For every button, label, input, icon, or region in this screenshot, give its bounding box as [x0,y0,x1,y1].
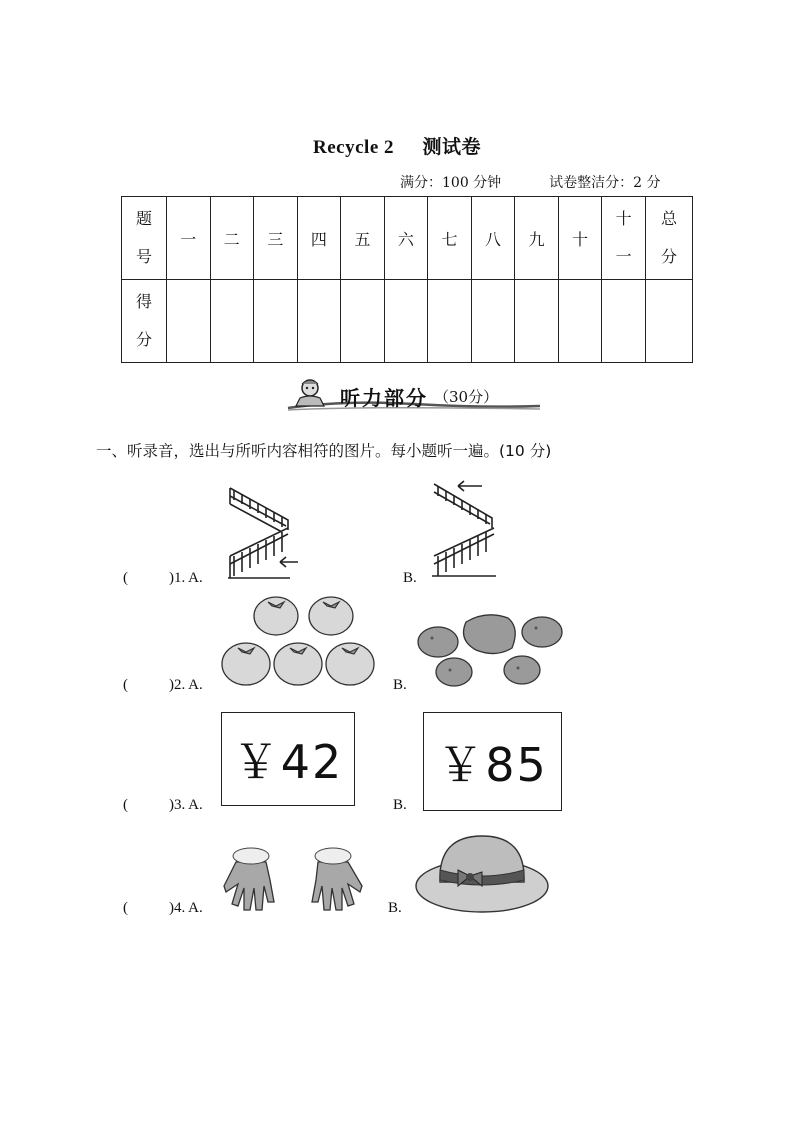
hat-image-b[interactable] [414,832,550,914]
score-table-header-row [122,197,693,280]
title-en: Recycle 2 [313,137,394,158]
neat-score: 试卷整洁分：2 分 [549,175,661,191]
label-de: 得 [135,292,152,311]
q1-open-paren: ( [123,570,128,586]
q4-option-a: 4. A. [174,900,203,916]
header-cell-9: 九 [515,197,559,280]
q3-option-a: 3. A. [174,797,203,813]
header-cell-6: 六 [384,197,428,280]
header-cell-11 [602,197,646,280]
col11-bottom: 一 [615,247,632,266]
score-cell[interactable] [646,280,693,363]
score-cell-label [122,280,167,363]
q4-option-b: B. [388,900,402,916]
score-cell[interactable] [167,280,211,363]
banner-score: （30分） [434,388,499,406]
price-tag-85-image-b[interactable]: ￥85 [423,712,562,811]
q2-close-paren: ) [169,677,174,693]
header-cell-10: 十 [558,197,602,280]
gloves-image-a[interactable] [222,840,372,916]
price-tag-42-image-a[interactable]: ￥42 [221,712,355,806]
score-cell[interactable] [471,280,515,363]
score-cell[interactable] [428,280,472,363]
total-top: 总 [660,209,677,228]
q1-option-b: B. [403,570,417,586]
header-cell-1: 一 [167,197,211,280]
score-cell[interactable] [384,280,428,363]
label-hao: 号 [135,247,152,266]
q3-open-paren: ( [123,797,128,813]
score-cell[interactable] [297,280,341,363]
listening-child-icon [290,376,330,412]
header-cell-label [122,197,167,280]
label-fen: 分 [135,330,152,349]
q3-close-paren: ) [169,797,174,813]
score-meta [400,172,661,192]
q4-close-paren: ) [169,900,174,916]
header-cell-4: 四 [297,197,341,280]
score-cell[interactable] [254,280,298,363]
header-cell-5: 五 [341,197,385,280]
q2-open-paren: ( [123,677,128,693]
q3-option-b: B. [393,797,407,813]
question-3-label [123,797,203,814]
instruction-1: 一、听录音，选出与所听内容相符的图片。每小题听一遍。(10 分) [96,442,552,460]
q2-option-b: B. [393,677,407,693]
header-cell-8: 八 [471,197,515,280]
listening-section-banner [284,374,544,414]
score-cell[interactable] [341,280,385,363]
page-title [0,132,794,159]
header-cell-total [646,197,693,280]
q1-option-a: 1. A. [174,570,203,586]
title-cn: 测试卷 [422,136,481,158]
score-cell[interactable] [558,280,602,363]
total-bottom: 分 [660,247,677,266]
tomatoes-image-a[interactable] [218,592,378,690]
stairs-up-image-b[interactable] [430,478,506,582]
col11-top: 十 [615,209,632,228]
score-table [121,196,693,363]
banner-label: 听力部分 [340,386,428,410]
question-2-label [123,677,203,694]
score-table-score-row [122,280,693,363]
potatoes-image-b[interactable] [416,610,566,692]
header-cell-3: 三 [254,197,298,280]
score-cell[interactable] [602,280,646,363]
score-cell[interactable] [210,280,254,363]
question-1-label [123,570,203,587]
header-cell-7: 七 [428,197,472,280]
q1-close-paren: ) [169,570,174,586]
q4-open-paren: ( [123,900,128,916]
stairs-down-image-a[interactable] [218,482,300,582]
q2-option-a: 2. A. [174,677,203,693]
score-cell[interactable] [515,280,559,363]
label-ti: 题 [135,209,152,228]
header-cell-2: 二 [210,197,254,280]
full-score: 满分：100 分钟 [400,175,502,191]
question-4-label [123,900,203,917]
